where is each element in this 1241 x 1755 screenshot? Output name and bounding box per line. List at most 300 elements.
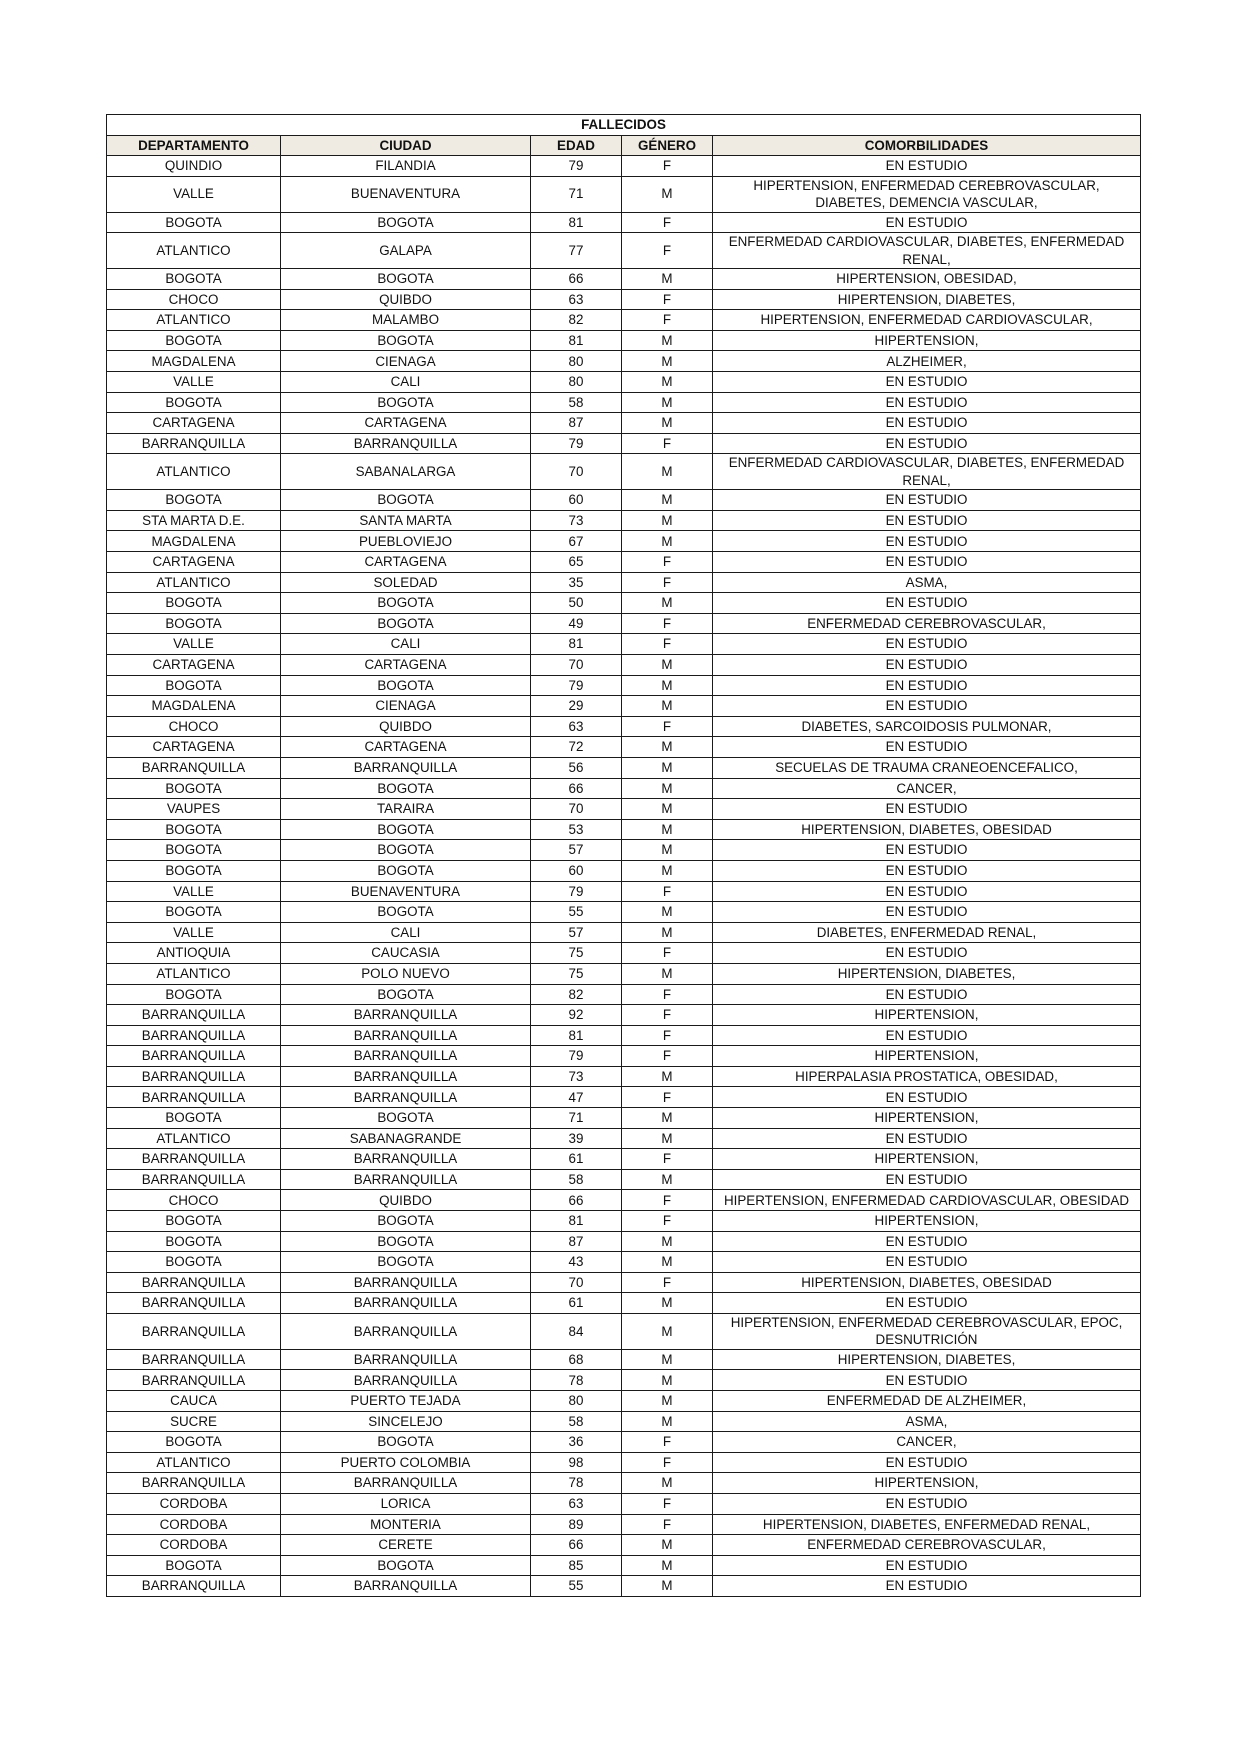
- cell-comorbilidades: EN ESTUDIO: [713, 1555, 1141, 1576]
- cell-edad: 81: [531, 634, 622, 655]
- table-body: [107, 156, 1141, 1597]
- cell-genero: F: [622, 984, 713, 1005]
- table-row: [107, 1514, 1141, 1535]
- cell-edad: 70: [531, 454, 622, 490]
- cell-departamento: BARRANQUILLA: [107, 1046, 281, 1067]
- cell-departamento: BOGOTA: [107, 269, 281, 290]
- cell-comorbilidades: HIPERTENSION, OBESIDAD,: [713, 269, 1141, 290]
- cell-genero: F: [622, 1272, 713, 1293]
- cell-comorbilidades: EN ESTUDIO: [713, 593, 1141, 614]
- cell-edad: 81: [531, 1211, 622, 1232]
- cell-comorbilidades: EN ESTUDIO: [713, 212, 1141, 233]
- cell-edad: 79: [531, 675, 622, 696]
- cell-comorbilidades: EN ESTUDIO: [713, 1370, 1141, 1391]
- cell-genero: M: [622, 1555, 713, 1576]
- cell-ciudad: BARRANQUILLA: [281, 1349, 531, 1370]
- table-row: [107, 212, 1141, 233]
- cell-genero: M: [622, 1411, 713, 1432]
- cell-departamento: BARRANQUILLA: [107, 1005, 281, 1026]
- table-row: [107, 737, 1141, 758]
- cell-genero: F: [622, 1025, 713, 1046]
- cell-departamento: BARRANQUILLA: [107, 1576, 281, 1597]
- table-row: [107, 176, 1141, 212]
- table-header-row: [107, 135, 1141, 156]
- table-row: [107, 156, 1141, 177]
- cell-departamento: ATLANTICO: [107, 233, 281, 269]
- cell-departamento: BARRANQUILLA: [107, 1272, 281, 1293]
- cell-comorbilidades: HIPERTENSION, ENFERMEDAD CARDIOVASCULAR, OBESIDAD: [713, 1190, 1141, 1211]
- cell-departamento: QUINDIO: [107, 156, 281, 177]
- cell-edad: 68: [531, 1349, 622, 1370]
- table-row: [107, 943, 1141, 964]
- cell-departamento: BOGOTA: [107, 1555, 281, 1576]
- cell-genero: F: [622, 634, 713, 655]
- table-row: [107, 1535, 1141, 1556]
- cell-genero: M: [622, 902, 713, 923]
- cell-comorbilidades: ALZHEIMER,: [713, 351, 1141, 372]
- cell-ciudad: BOGOTA: [281, 840, 531, 861]
- table-row: [107, 716, 1141, 737]
- cell-genero: F: [622, 572, 713, 593]
- cell-genero: M: [622, 351, 713, 372]
- cell-edad: 47: [531, 1087, 622, 1108]
- cell-comorbilidades: HIPERTENSION, DIABETES,: [713, 289, 1141, 310]
- cell-departamento: BOGOTA: [107, 860, 281, 881]
- cell-genero: M: [622, 1535, 713, 1556]
- cell-departamento: BARRANQUILLA: [107, 1473, 281, 1494]
- cell-ciudad: BUENAVENTURA: [281, 881, 531, 902]
- cell-comorbilidades: EN ESTUDIO: [713, 984, 1141, 1005]
- cell-departamento: MAGDALENA: [107, 696, 281, 717]
- cell-ciudad: CIENAGA: [281, 696, 531, 717]
- cell-genero: F: [622, 289, 713, 310]
- table-row: [107, 433, 1141, 454]
- cell-departamento: BARRANQUILLA: [107, 433, 281, 454]
- cell-departamento: MAGDALENA: [107, 531, 281, 552]
- table-row: [107, 413, 1141, 434]
- cell-genero: F: [622, 433, 713, 454]
- cell-comorbilidades: EN ESTUDIO: [713, 860, 1141, 881]
- cell-ciudad: BOGOTA: [281, 330, 531, 351]
- cell-departamento: BARRANQUILLA: [107, 1349, 281, 1370]
- table-title-row: [107, 115, 1141, 136]
- table-row: [107, 330, 1141, 351]
- cell-departamento: BARRANQUILLA: [107, 1087, 281, 1108]
- cell-ciudad: BOGOTA: [281, 212, 531, 233]
- cell-comorbilidades: EN ESTUDIO: [713, 372, 1141, 393]
- cell-departamento: ATLANTICO: [107, 572, 281, 593]
- cell-edad: 66: [531, 269, 622, 290]
- cell-comorbilidades: DIABETES, SARCOIDOSIS PULMONAR,: [713, 716, 1141, 737]
- cell-departamento: BOGOTA: [107, 675, 281, 696]
- table-row: [107, 1046, 1141, 1067]
- cell-comorbilidades: HIPERTENSION,: [713, 330, 1141, 351]
- cell-genero: M: [622, 1066, 713, 1087]
- cell-edad: 60: [531, 490, 622, 511]
- cell-ciudad: CIENAGA: [281, 351, 531, 372]
- cell-ciudad: CARTAGENA: [281, 552, 531, 573]
- cell-ciudad: QUIBDO: [281, 1190, 531, 1211]
- cell-genero: M: [622, 454, 713, 490]
- table-row: [107, 778, 1141, 799]
- cell-genero: M: [622, 1169, 713, 1190]
- cell-comorbilidades: EN ESTUDIO: [713, 881, 1141, 902]
- cell-departamento: BOGOTA: [107, 330, 281, 351]
- cell-comorbilidades: EN ESTUDIO: [713, 1576, 1141, 1597]
- cell-edad: 81: [531, 212, 622, 233]
- cell-comorbilidades: ENFERMEDAD DE ALZHEIMER,: [713, 1391, 1141, 1412]
- cell-departamento: ATLANTICO: [107, 310, 281, 331]
- cell-edad: 82: [531, 984, 622, 1005]
- cell-comorbilidades: HIPERPALASIA PROSTATICA, OBESIDAD,: [713, 1066, 1141, 1087]
- cell-ciudad: CALI: [281, 634, 531, 655]
- table-row: [107, 840, 1141, 861]
- cell-edad: 78: [531, 1473, 622, 1494]
- cell-departamento: VALLE: [107, 922, 281, 943]
- cell-edad: 55: [531, 902, 622, 923]
- cell-comorbilidades: HIPERTENSION, DIABETES,: [713, 963, 1141, 984]
- cell-edad: 35: [531, 572, 622, 593]
- table-row: [107, 510, 1141, 531]
- table-row: [107, 1370, 1141, 1391]
- header-edad: EDAD: [531, 135, 622, 156]
- cell-ciudad: BOGOTA: [281, 593, 531, 614]
- cell-genero: M: [622, 1349, 713, 1370]
- cell-ciudad: BOGOTA: [281, 269, 531, 290]
- table-row: [107, 552, 1141, 573]
- cell-comorbilidades: HIPERTENSION, DIABETES, OBESIDAD: [713, 819, 1141, 840]
- cell-ciudad: BOGOTA: [281, 819, 531, 840]
- cell-edad: 66: [531, 1190, 622, 1211]
- cell-departamento: VALLE: [107, 176, 281, 212]
- cell-genero: M: [622, 593, 713, 614]
- cell-genero: M: [622, 1252, 713, 1273]
- table-row: [107, 860, 1141, 881]
- table-row: [107, 454, 1141, 490]
- cell-departamento: BOGOTA: [107, 613, 281, 634]
- cell-comorbilidades: EN ESTUDIO: [713, 675, 1141, 696]
- cell-ciudad: LORICA: [281, 1494, 531, 1515]
- cell-genero: M: [622, 778, 713, 799]
- header-comorbilidades: COMORBILIDADES: [713, 135, 1141, 156]
- cell-comorbilidades: EN ESTUDIO: [713, 1494, 1141, 1515]
- cell-comorbilidades: EN ESTUDIO: [713, 840, 1141, 861]
- header-departamento: DEPARTAMENTO: [107, 135, 281, 156]
- cell-edad: 87: [531, 413, 622, 434]
- cell-genero: F: [622, 1046, 713, 1067]
- cell-genero: F: [622, 1087, 713, 1108]
- cell-comorbilidades: ENFERMEDAD CEREBROVASCULAR,: [713, 1535, 1141, 1556]
- cell-genero: M: [622, 1391, 713, 1412]
- cell-genero: M: [622, 269, 713, 290]
- cell-ciudad: PUERTO TEJADA: [281, 1391, 531, 1412]
- cell-ciudad: BARRANQUILLA: [281, 1293, 531, 1314]
- cell-comorbilidades: EN ESTUDIO: [713, 943, 1141, 964]
- cell-ciudad: BARRANQUILLA: [281, 1473, 531, 1494]
- cell-departamento: BARRANQUILLA: [107, 1314, 281, 1350]
- cell-departamento: CORDOBA: [107, 1514, 281, 1535]
- cell-genero: M: [622, 1128, 713, 1149]
- cell-departamento: CHOCO: [107, 716, 281, 737]
- table-row: [107, 1391, 1141, 1412]
- cell-genero: F: [622, 310, 713, 331]
- cell-edad: 58: [531, 1411, 622, 1432]
- cell-comorbilidades: HIPERTENSION,: [713, 1149, 1141, 1170]
- cell-ciudad: BOGOTA: [281, 778, 531, 799]
- cell-comorbilidades: EN ESTUDIO: [713, 1128, 1141, 1149]
- cell-edad: 63: [531, 716, 622, 737]
- table-title: FALLECIDOS: [107, 115, 1141, 136]
- cell-edad: 85: [531, 1555, 622, 1576]
- table-row: [107, 593, 1141, 614]
- table-row: [107, 392, 1141, 413]
- table-row: [107, 1211, 1141, 1232]
- table-row: [107, 1087, 1141, 1108]
- cell-genero: M: [622, 510, 713, 531]
- cell-edad: 36: [531, 1432, 622, 1453]
- cell-comorbilidades: EN ESTUDIO: [713, 531, 1141, 552]
- cell-ciudad: BARRANQUILLA: [281, 757, 531, 778]
- cell-departamento: CORDOBA: [107, 1494, 281, 1515]
- cell-genero: F: [622, 1432, 713, 1453]
- cell-ciudad: BOGOTA: [281, 490, 531, 511]
- cell-departamento: CARTAGENA: [107, 552, 281, 573]
- cell-edad: 77: [531, 233, 622, 269]
- cell-ciudad: BUENAVENTURA: [281, 176, 531, 212]
- cell-edad: 49: [531, 613, 622, 634]
- table-row: [107, 531, 1141, 552]
- cell-genero: F: [622, 1514, 713, 1535]
- cell-ciudad: BOGOTA: [281, 860, 531, 881]
- cell-departamento: VAUPES: [107, 799, 281, 820]
- table-row: [107, 1108, 1141, 1129]
- cell-departamento: BOGOTA: [107, 593, 281, 614]
- cell-departamento: ATLANTICO: [107, 1128, 281, 1149]
- cell-ciudad: BOGOTA: [281, 1555, 531, 1576]
- cell-genero: M: [622, 675, 713, 696]
- cell-ciudad: FILANDIA: [281, 156, 531, 177]
- cell-edad: 71: [531, 1108, 622, 1129]
- cell-ciudad: BOGOTA: [281, 1211, 531, 1232]
- cell-ciudad: BOGOTA: [281, 984, 531, 1005]
- table-row: [107, 1128, 1141, 1149]
- cell-departamento: BOGOTA: [107, 778, 281, 799]
- cell-comorbilidades: EN ESTUDIO: [713, 1231, 1141, 1252]
- cell-edad: 60: [531, 860, 622, 881]
- cell-comorbilidades: HIPERTENSION,: [713, 1211, 1141, 1232]
- cell-ciudad: PUERTO COLOMBIA: [281, 1452, 531, 1473]
- cell-departamento: BOGOTA: [107, 392, 281, 413]
- cell-comorbilidades: EN ESTUDIO: [713, 490, 1141, 511]
- cell-edad: 73: [531, 1066, 622, 1087]
- cell-edad: 66: [531, 1535, 622, 1556]
- cell-ciudad: CARTAGENA: [281, 737, 531, 758]
- cell-genero: F: [622, 1149, 713, 1170]
- cell-comorbilidades: EN ESTUDIO: [713, 902, 1141, 923]
- cell-departamento: BOGOTA: [107, 490, 281, 511]
- cell-genero: M: [622, 1314, 713, 1350]
- cell-edad: 61: [531, 1293, 622, 1314]
- table-row: [107, 1349, 1141, 1370]
- cell-edad: 65: [531, 552, 622, 573]
- cell-departamento: BARRANQUILLA: [107, 1293, 281, 1314]
- cell-edad: 72: [531, 737, 622, 758]
- cell-ciudad: BARRANQUILLA: [281, 1169, 531, 1190]
- table-row: [107, 675, 1141, 696]
- cell-genero: M: [622, 392, 713, 413]
- cell-comorbilidades: HIPERTENSION,: [713, 1046, 1141, 1067]
- cell-edad: 81: [531, 1025, 622, 1046]
- cell-ciudad: BARRANQUILLA: [281, 1370, 531, 1391]
- cell-departamento: VALLE: [107, 372, 281, 393]
- table-row: [107, 1411, 1141, 1432]
- cell-edad: 50: [531, 593, 622, 614]
- cell-comorbilidades: EN ESTUDIO: [713, 696, 1141, 717]
- cell-edad: 75: [531, 943, 622, 964]
- cell-genero: F: [622, 212, 713, 233]
- cell-comorbilidades: HIPERTENSION, DIABETES, ENFERMEDAD RENAL,: [713, 1514, 1141, 1535]
- cell-edad: 39: [531, 1128, 622, 1149]
- fallecidos-table: [106, 114, 1141, 1597]
- table-row: [107, 1473, 1141, 1494]
- cell-departamento: BOGOTA: [107, 819, 281, 840]
- cell-ciudad: SABANAGRANDE: [281, 1128, 531, 1149]
- table-row: [107, 655, 1141, 676]
- cell-genero: M: [622, 840, 713, 861]
- cell-edad: 80: [531, 351, 622, 372]
- cell-genero: F: [622, 881, 713, 902]
- header-genero: GÉNERO: [622, 135, 713, 156]
- cell-departamento: BOGOTA: [107, 1211, 281, 1232]
- cell-edad: 79: [531, 881, 622, 902]
- cell-ciudad: BOGOTA: [281, 902, 531, 923]
- cell-ciudad: BARRANQUILLA: [281, 1005, 531, 1026]
- cell-comorbilidades: HIPERTENSION, ENFERMEDAD CEREBROVASCULAR, EPOC, DESNUTRICIÓN: [713, 1314, 1141, 1350]
- cell-departamento: CORDOBA: [107, 1535, 281, 1556]
- cell-ciudad: SANTA MARTA: [281, 510, 531, 531]
- cell-comorbilidades: HIPERTENSION, ENFERMEDAD CEREBROVASCULAR, DIABETES, DEMENCIA VASCULAR,: [713, 176, 1141, 212]
- table-row: [107, 1576, 1141, 1597]
- cell-comorbilidades: SECUELAS DE TRAUMA CRANEOENCEFALICO,: [713, 757, 1141, 778]
- table-row: [107, 963, 1141, 984]
- cell-departamento: BARRANQUILLA: [107, 1025, 281, 1046]
- cell-ciudad: CARTAGENA: [281, 413, 531, 434]
- cell-departamento: VALLE: [107, 881, 281, 902]
- cell-ciudad: MONTERIA: [281, 1514, 531, 1535]
- table-row: [107, 310, 1141, 331]
- table-row: [107, 1231, 1141, 1252]
- table-row: [107, 1169, 1141, 1190]
- table-row: [107, 289, 1141, 310]
- cell-comorbilidades: EN ESTUDIO: [713, 510, 1141, 531]
- cell-departamento: ATLANTICO: [107, 454, 281, 490]
- cell-genero: M: [622, 757, 713, 778]
- cell-comorbilidades: EN ESTUDIO: [713, 156, 1141, 177]
- table-row: [107, 984, 1141, 1005]
- cell-departamento: CARTAGENA: [107, 737, 281, 758]
- cell-departamento: BOGOTA: [107, 840, 281, 861]
- cell-ciudad: POLO NUEVO: [281, 963, 531, 984]
- table-row: [107, 269, 1141, 290]
- table-row: [107, 1252, 1141, 1273]
- cell-ciudad: TARAIRA: [281, 799, 531, 820]
- cell-edad: 79: [531, 433, 622, 454]
- table-row: [107, 1149, 1141, 1170]
- cell-departamento: BOGOTA: [107, 1432, 281, 1453]
- cell-comorbilidades: ASMA,: [713, 572, 1141, 593]
- cell-genero: F: [622, 1190, 713, 1211]
- cell-edad: 98: [531, 1452, 622, 1473]
- cell-ciudad: CAUCASIA: [281, 943, 531, 964]
- cell-comorbilidades: EN ESTUDIO: [713, 552, 1141, 573]
- table-row: [107, 819, 1141, 840]
- table-row: [107, 351, 1141, 372]
- cell-ciudad: BARRANQUILLA: [281, 1149, 531, 1170]
- cell-comorbilidades: HIPERTENSION,: [713, 1473, 1141, 1494]
- cell-departamento: ATLANTICO: [107, 1452, 281, 1473]
- cell-departamento: CAUCA: [107, 1391, 281, 1412]
- cell-ciudad: BARRANQUILLA: [281, 1314, 531, 1350]
- cell-ciudad: BARRANQUILLA: [281, 1576, 531, 1597]
- cell-ciudad: BARRANQUILLA: [281, 1066, 531, 1087]
- cell-departamento: BARRANQUILLA: [107, 1066, 281, 1087]
- cell-comorbilidades: EN ESTUDIO: [713, 1293, 1141, 1314]
- table-row: [107, 1066, 1141, 1087]
- cell-genero: F: [622, 552, 713, 573]
- cell-genero: M: [622, 531, 713, 552]
- cell-ciudad: BOGOTA: [281, 392, 531, 413]
- table-row: [107, 1452, 1141, 1473]
- cell-departamento: BOGOTA: [107, 902, 281, 923]
- cell-comorbilidades: HIPERTENSION, DIABETES, OBESIDAD: [713, 1272, 1141, 1293]
- cell-ciudad: SINCELEJO: [281, 1411, 531, 1432]
- cell-departamento: MAGDALENA: [107, 351, 281, 372]
- table-row: [107, 1190, 1141, 1211]
- header-ciudad: CIUDAD: [281, 135, 531, 156]
- table-row: [107, 634, 1141, 655]
- cell-genero: M: [622, 963, 713, 984]
- cell-departamento: CHOCO: [107, 289, 281, 310]
- cell-departamento: CHOCO: [107, 1190, 281, 1211]
- cell-edad: 56: [531, 757, 622, 778]
- cell-comorbilidades: ENFERMEDAD CEREBROVASCULAR,: [713, 613, 1141, 634]
- cell-ciudad: SABANALARGA: [281, 454, 531, 490]
- cell-edad: 70: [531, 1272, 622, 1293]
- cell-departamento: BOGOTA: [107, 984, 281, 1005]
- cell-genero: M: [622, 1576, 713, 1597]
- cell-comorbilidades: ASMA,: [713, 1411, 1141, 1432]
- cell-comorbilidades: CANCER,: [713, 778, 1141, 799]
- table-row: [107, 696, 1141, 717]
- cell-edad: 79: [531, 1046, 622, 1067]
- cell-edad: 75: [531, 963, 622, 984]
- cell-edad: 43: [531, 1252, 622, 1273]
- cell-ciudad: GALAPA: [281, 233, 531, 269]
- cell-comorbilidades: EN ESTUDIO: [713, 1252, 1141, 1273]
- cell-genero: M: [622, 860, 713, 881]
- cell-genero: M: [622, 819, 713, 840]
- table-row: [107, 1314, 1141, 1350]
- cell-genero: M: [622, 413, 713, 434]
- table-row: [107, 1272, 1141, 1293]
- cell-genero: F: [622, 1005, 713, 1026]
- cell-edad: 78: [531, 1370, 622, 1391]
- cell-edad: 66: [531, 778, 622, 799]
- cell-comorbilidades: HIPERTENSION,: [713, 1108, 1141, 1129]
- cell-edad: 53: [531, 819, 622, 840]
- table-row: [107, 1494, 1141, 1515]
- table-row: [107, 613, 1141, 634]
